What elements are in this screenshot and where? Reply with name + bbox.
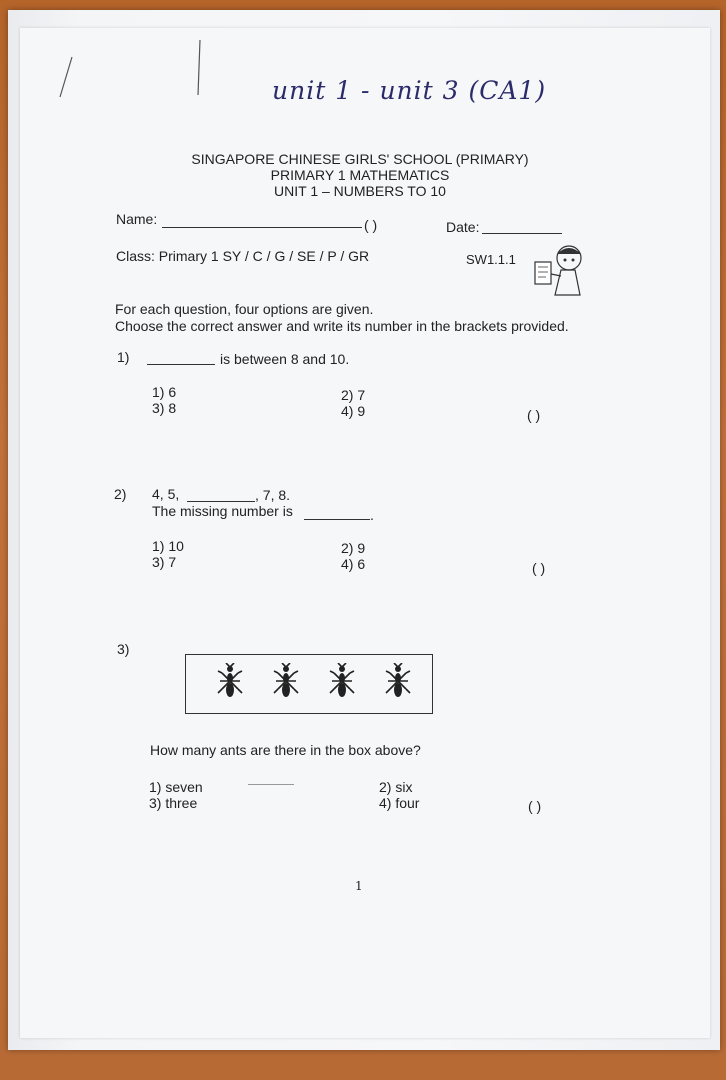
question-3-text: How many ants are there in the box above? <box>150 742 421 758</box>
question-2-option-1: 1) 10 <box>152 538 184 554</box>
register-brackets: ( ) <box>364 217 378 233</box>
name-field[interactable] <box>162 227 362 228</box>
question-2-answer-brackets[interactable]: ( ) <box>532 560 546 576</box>
pencil-stroke <box>248 784 294 785</box>
question-3-number: 3) <box>117 641 130 657</box>
ant-icon <box>384 663 412 703</box>
question-1-option-1: 1) 6 <box>152 384 177 400</box>
question-2-prompt: The missing number is <box>152 503 293 519</box>
question-2-option-3: 3) 7 <box>152 554 177 570</box>
ant-icon <box>272 663 300 703</box>
date-field[interactable] <box>482 233 562 234</box>
school-name: SINGAPORE CHINESE GIRLS' SCHOOL (PRIMARY) <box>191 151 529 167</box>
question-1-number: 1) <box>117 349 130 365</box>
instruction-line-2: Choose the correct answer and write its number in the brackets provided. <box>115 318 569 334</box>
worksheet-code: SW1.1.1 <box>466 252 516 267</box>
question-1-answer-brackets[interactable]: ( ) <box>527 407 541 423</box>
class-label: Class: Primary 1 SY / C / G / SE / P / GR <box>116 248 370 264</box>
question-2-option-2: 2) 9 <box>341 540 366 556</box>
unit-title: UNIT 1 – NUMBERS TO 10 <box>274 183 446 199</box>
question-2-sequence-start: 4, 5, <box>152 486 180 502</box>
ant-icon <box>216 663 244 703</box>
question-3-answer-brackets[interactable]: ( ) <box>528 798 542 814</box>
question-2-sequence-end: , 7, 8. <box>255 487 291 503</box>
question-2-period: . <box>370 507 374 523</box>
date-label: Date: <box>446 219 480 235</box>
question-3-option-1: 1) seven <box>149 779 203 795</box>
ant-icon <box>328 663 356 703</box>
question-3-option-3: 3) three <box>149 795 198 811</box>
instruction-line-1: For each question, four options are given. <box>115 301 374 317</box>
question-2-answer-blank[interactable] <box>304 519 370 520</box>
question-1-blank[interactable] <box>147 364 215 365</box>
question-2-number: 2) <box>114 486 127 502</box>
handwritten-title: unit 1 - unit 3 (CA1) <box>272 76 547 105</box>
ants-box <box>185 654 433 714</box>
question-3-option-4: 4) four <box>379 795 420 811</box>
page-number: 1 <box>355 879 363 893</box>
pen-marks <box>50 35 220 115</box>
mascot-icon <box>525 240 595 300</box>
question-1-option-3: 3) 8 <box>152 400 177 416</box>
subject-title: PRIMARY 1 MATHEMATICS <box>270 167 450 183</box>
question-2-option-4: 4) 6 <box>341 556 366 572</box>
question-1-option-4: 4) 9 <box>341 403 366 419</box>
question-1-text: is between 8 and 10. <box>220 351 350 367</box>
name-label: Name: <box>116 211 158 227</box>
question-1-option-2: 2) 7 <box>341 387 366 403</box>
question-3-option-2: 2) six <box>379 779 413 795</box>
question-2-sequence-blank[interactable] <box>187 501 255 502</box>
